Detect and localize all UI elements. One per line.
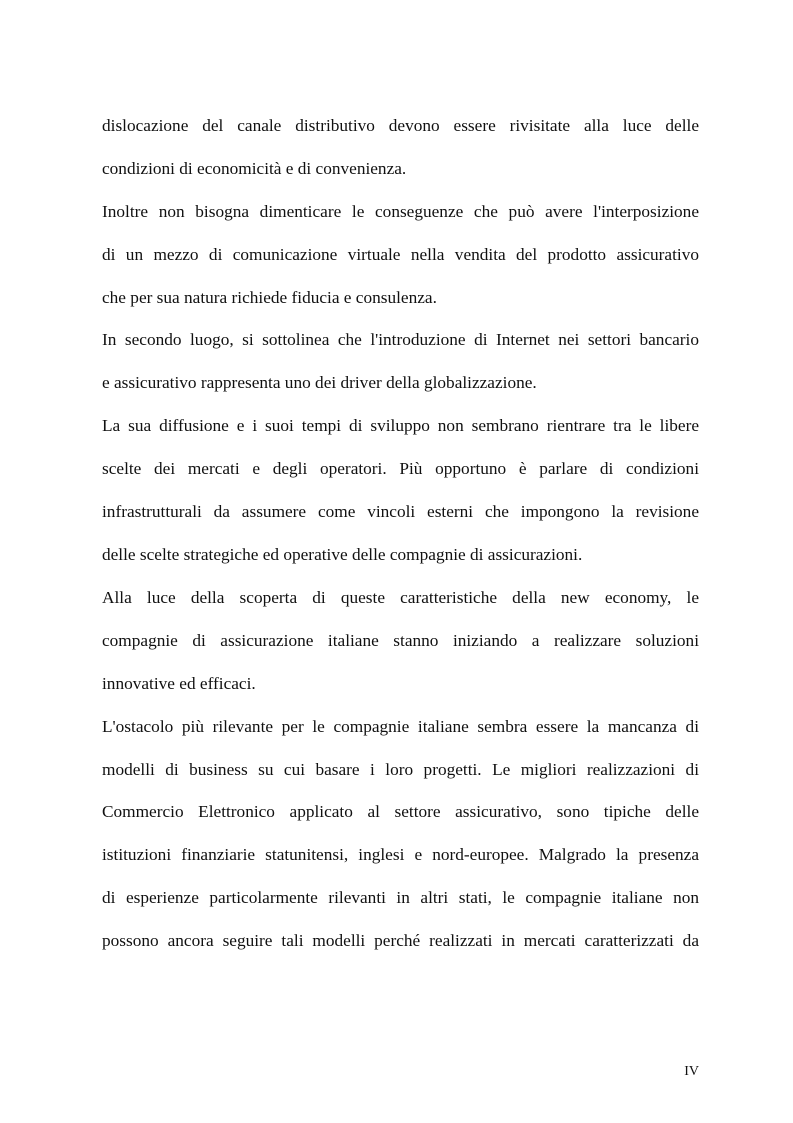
text-line: In secondo luogo, si sottolinea che l'introduzione di Internet nei settori bancario [102, 330, 699, 349]
text-line: compagnie di assicurazione italiane stanno iniziando a realizzare soluzioni [102, 631, 699, 650]
text-line: condizioni di economicità e di convenienza. [102, 159, 407, 178]
text-line: dislocazione del canale distributivo devono essere rivisitate alla luce delle [102, 116, 699, 135]
text-line: Alla luce della scoperta di queste caratteristiche della new economy, le [102, 588, 699, 607]
text-line: Inoltre non bisogna dimenticare le conseguenze che può avere l'interposizione [102, 202, 699, 221]
text-line: infrastrutturali da assumere come vincoli esterni che impongono la revisione [102, 502, 699, 521]
text-line: La sua diffusione e i suoi tempi di sviluppo non sembrano rientrare tra le libere [102, 416, 699, 435]
text-line: di un mezzo di comunicazione virtuale nella vendita del prodotto assicurativo [102, 245, 699, 264]
text-line: modelli di business su cui basare i loro progetti. Le migliori realizzazioni di [102, 760, 699, 779]
text-line: di esperienze particolarmente rilevanti in altri stati, le compagnie italiane non [102, 888, 699, 907]
text-line: e assicurativo rappresenta uno dei driver della globalizzazione. [102, 373, 537, 392]
text-line: possono ancora seguire tali modelli perché realizzati in mercati caratterizzati da [102, 931, 699, 950]
page-number: IV [684, 1064, 699, 1079]
text-line: istituzioni finanziarie statunitensi, inglesi e nord-europee. Malgrado la presenza [102, 845, 699, 864]
text-line: L'ostacolo più rilevante per le compagnie italiane sembra essere la mancanza di [102, 717, 699, 736]
text-line: che per sua natura richiede fiducia e consulenza. [102, 288, 437, 307]
text-line: innovative ed efficaci. [102, 674, 256, 693]
text-line: scelte dei mercati e degli operatori. Più opportuno è parlare di condizioni [102, 459, 699, 478]
text-line: Commercio Elettronico applicato al settore assicurativo, sono tipiche delle [102, 802, 699, 821]
text-line: delle scelte strategiche ed operative delle compagnie di assicurazioni. [102, 545, 583, 564]
